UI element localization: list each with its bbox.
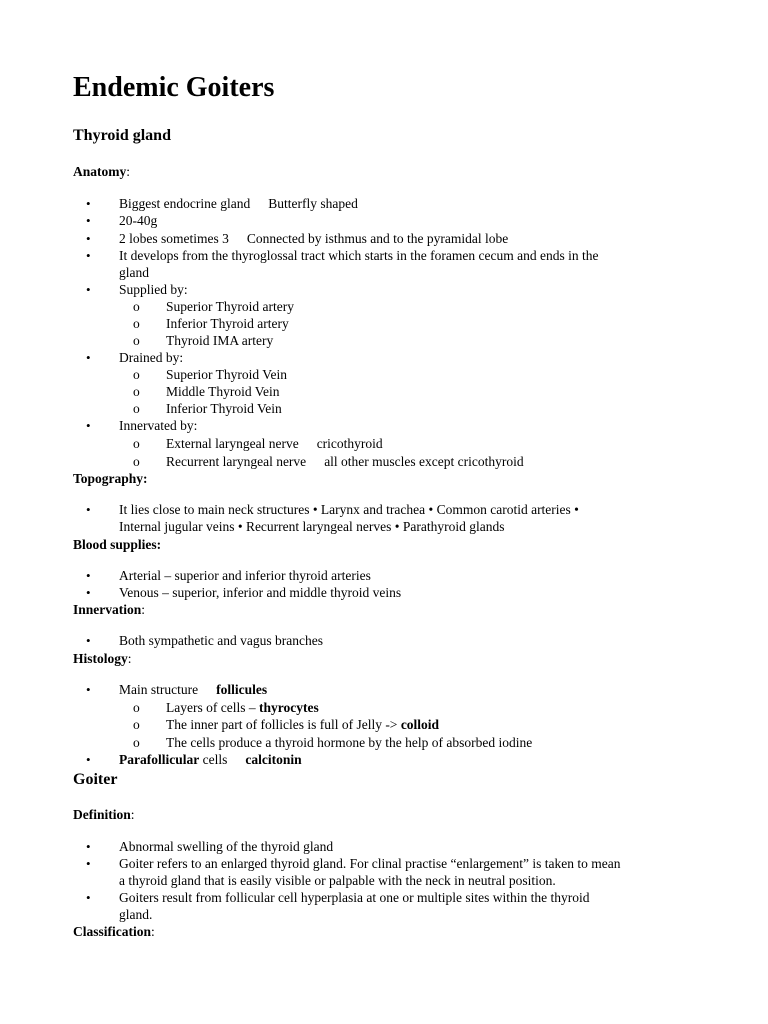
list-item: Innervated by: — [119, 418, 198, 433]
list-item: Drained by: — [119, 350, 184, 365]
bullet-icon: • — [86, 890, 91, 905]
sub-bullet-icon: o — [133, 316, 140, 331]
blood-supplies-label: Blood supplies: — [73, 537, 162, 552]
sub-list-item: Recurrent laryngeal nerve all other muscles except cricothyroid — [166, 454, 524, 469]
list-item-continuation: a thyroid gland that is easily visible or palpable with the neck in neutral position. — [119, 873, 556, 888]
list-item: It develops from the thyroglossal tract which starts in the foramen cecum and ends in the — [119, 248, 599, 263]
sub-list-item: Inferior Thyroid artery — [166, 316, 289, 331]
definition-label: Definition: — [73, 807, 135, 822]
anatomy-label: Anatomy: — [73, 164, 131, 179]
sub-bullet-icon: o — [133, 384, 140, 399]
sub-bullet-icon: o — [133, 401, 140, 416]
list-item-continuation: Internal jugular veins • Recurrent laryngeal nerves • Parathyroid glands — [119, 519, 505, 534]
sub-bullet-icon: o — [133, 454, 140, 469]
section-heading-goiter: Goiter — [73, 771, 118, 788]
list-item: Goiter refers to an enlarged thyroid gland. For clinal practise “enlargement” is taken to mean — [119, 856, 621, 871]
bullet-icon: • — [86, 248, 91, 263]
bullet-icon: • — [86, 502, 91, 517]
list-item: 2 lobes sometimes 3 Connected by isthmus and to the pyramidal lobe — [119, 231, 509, 246]
histology-label: Histology: — [73, 651, 132, 666]
sub-list-item: The inner part of follicles is full of Jelly -> colloid — [166, 717, 440, 732]
list-item: Abnormal swelling of the thyroid gland — [119, 839, 334, 854]
innervation-label: Innervation: — [73, 602, 146, 617]
sub-bullet-icon: o — [133, 333, 140, 348]
bullet-icon: • — [86, 350, 91, 365]
bullet-icon: • — [86, 282, 91, 297]
list-item: It lies close to main neck structures • Larynx and trachea • Common carotid arteries • — [119, 502, 579, 517]
list-item-continuation: gland — [119, 265, 149, 280]
bullet-icon: • — [86, 839, 91, 854]
section-heading-thyroid-gland: Thyroid gland — [73, 127, 171, 144]
classification-label: Classification: — [73, 924, 155, 939]
sub-list-item: Middle Thyroid Vein — [166, 384, 280, 399]
bullet-icon: • — [86, 585, 91, 600]
bullet-icon: • — [86, 418, 91, 433]
sub-list-item: Inferior Thyroid Vein — [166, 401, 282, 416]
sub-list-item: Superior Thyroid Vein — [166, 367, 287, 382]
sub-bullet-icon: o — [133, 717, 140, 732]
bullet-icon: • — [86, 682, 91, 697]
sub-list-item: Superior Thyroid artery — [166, 299, 294, 314]
sub-bullet-icon: o — [133, 735, 140, 750]
list-item: Main structure follicules — [119, 682, 268, 697]
list-item: Supplied by: — [119, 282, 188, 297]
bullet-icon: • — [86, 568, 91, 583]
document-title: Endemic Goiters — [73, 72, 275, 103]
list-item: Parafollicular cells calcitonin — [119, 752, 302, 767]
bullet-icon: • — [86, 196, 91, 211]
bullet-icon: • — [86, 752, 91, 767]
sub-bullet-icon: o — [133, 436, 140, 451]
list-item: Arterial – superior and inferior thyroid arteries — [119, 568, 371, 583]
bullet-icon: • — [86, 231, 91, 246]
list-item: Goiters result from follicular cell hyperplasia at one or multiple sites within the thyroid — [119, 890, 590, 905]
bullet-icon: • — [86, 633, 91, 648]
sub-list-item: Thyroid IMA artery — [166, 333, 274, 348]
list-item: 20-40g — [119, 213, 158, 228]
sub-bullet-icon: o — [133, 700, 140, 715]
list-item-continuation: gland. — [119, 907, 153, 922]
sub-bullet-icon: o — [133, 367, 140, 382]
topography-label: Topography: — [73, 471, 148, 486]
sub-list-item: Layers of cells – thyrocytes — [166, 700, 319, 715]
list-item: Biggest endocrine gland Butterfly shaped — [119, 196, 358, 211]
sub-list-item: The cells produce a thyroid hormone by the help of absorbed iodine — [166, 735, 533, 750]
bullet-icon: • — [86, 856, 91, 871]
bullet-icon: • — [86, 213, 91, 228]
sub-list-item: External laryngeal nerve cricothyroid — [166, 436, 383, 451]
list-item: Both sympathetic and vagus branches — [119, 633, 323, 648]
sub-bullet-icon: o — [133, 299, 140, 314]
list-item: Venous – superior, inferior and middle thyroid veins — [119, 585, 402, 600]
